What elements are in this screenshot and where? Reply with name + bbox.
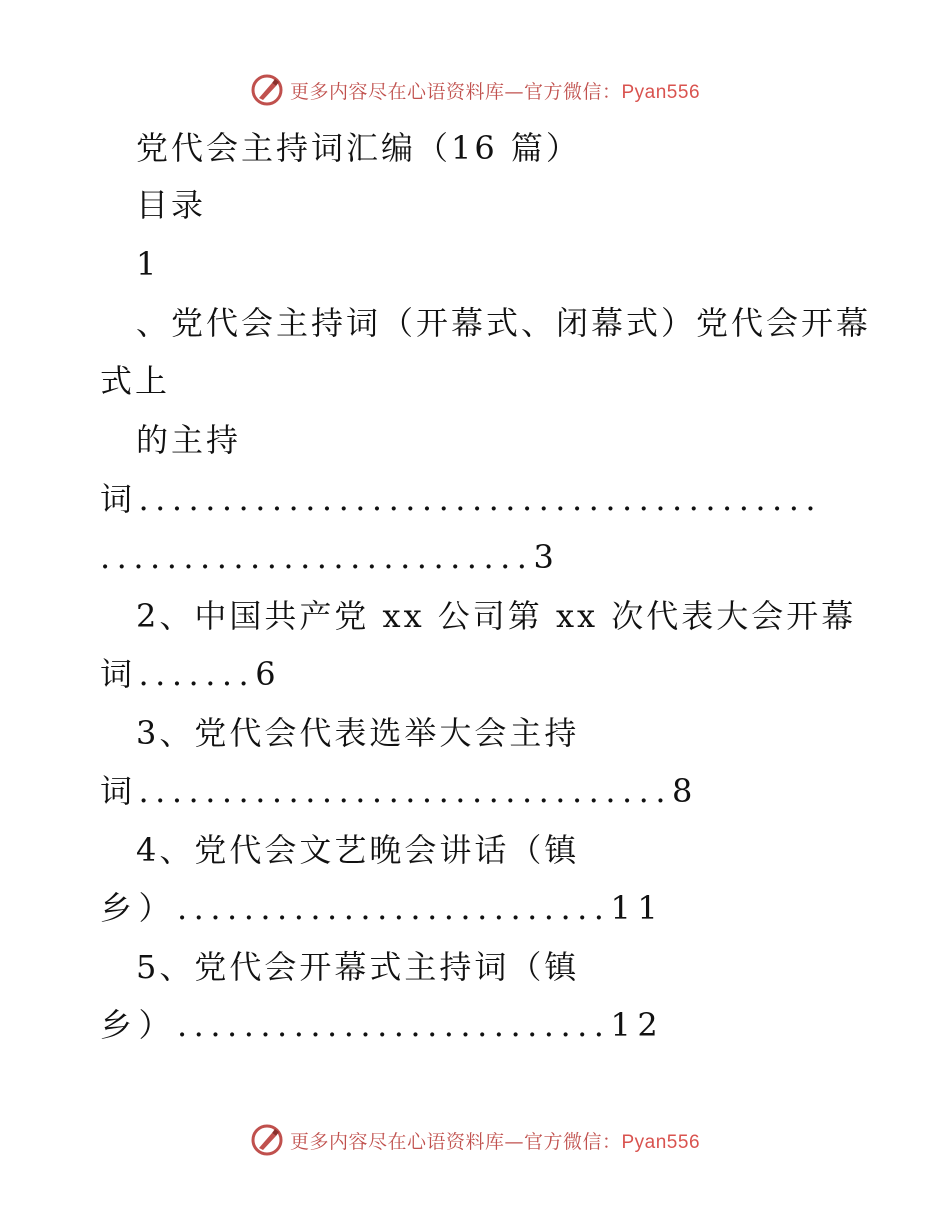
header-text	[290, 77, 700, 104]
footer-text	[290, 1127, 700, 1154]
toc-line: 乡）..........................12	[100, 1006, 665, 1044]
toc-line: 4、党代会文艺晚会讲话（镇	[136, 831, 580, 869]
footer-separator: —	[504, 1130, 524, 1153]
header-wechat-id: Pyan556	[621, 81, 701, 103]
header-brand: 更多内容尽在心语资料库	[289, 80, 505, 103]
header-wechat-label: 官方微信：	[523, 80, 622, 103]
header-separator: —	[504, 80, 524, 103]
toc-line: 乡）..........................11	[100, 889, 665, 927]
toc-line: 词.......6	[100, 655, 283, 693]
toc-line: 、党代会主持词（开幕式、闭幕式）党代会开幕	[136, 304, 872, 342]
toc-line: 词................................8	[100, 772, 699, 810]
toc-line: 2、中国共产党 xx 公司第 xx 次代表大会开幕	[136, 597, 857, 635]
pen-logo-icon	[250, 1123, 284, 1157]
toc-line: 3、党代会代表选举大会主持	[136, 714, 580, 752]
toc-heading: 目录	[136, 186, 207, 224]
document-title: 党代会主持词汇编（16 篇）	[136, 129, 581, 167]
toc-line: 1	[136, 245, 160, 283]
toc-line: 5、党代会开幕式主持词（镇	[136, 948, 580, 986]
toc-line: 式上	[100, 362, 171, 400]
footer-banner	[0, 1120, 950, 1160]
pen-logo-icon	[250, 73, 284, 107]
footer-brand: 更多内容尽在心语资料库	[289, 1130, 505, 1153]
footer-wechat-label: 官方微信：	[523, 1130, 622, 1153]
toc-line: ..........................3	[100, 538, 561, 576]
toc-line: 的主持	[136, 421, 242, 459]
toc-line: 词.........................................	[100, 480, 823, 518]
header-banner	[0, 70, 950, 110]
footer-wechat-id: Pyan556	[621, 1131, 701, 1153]
